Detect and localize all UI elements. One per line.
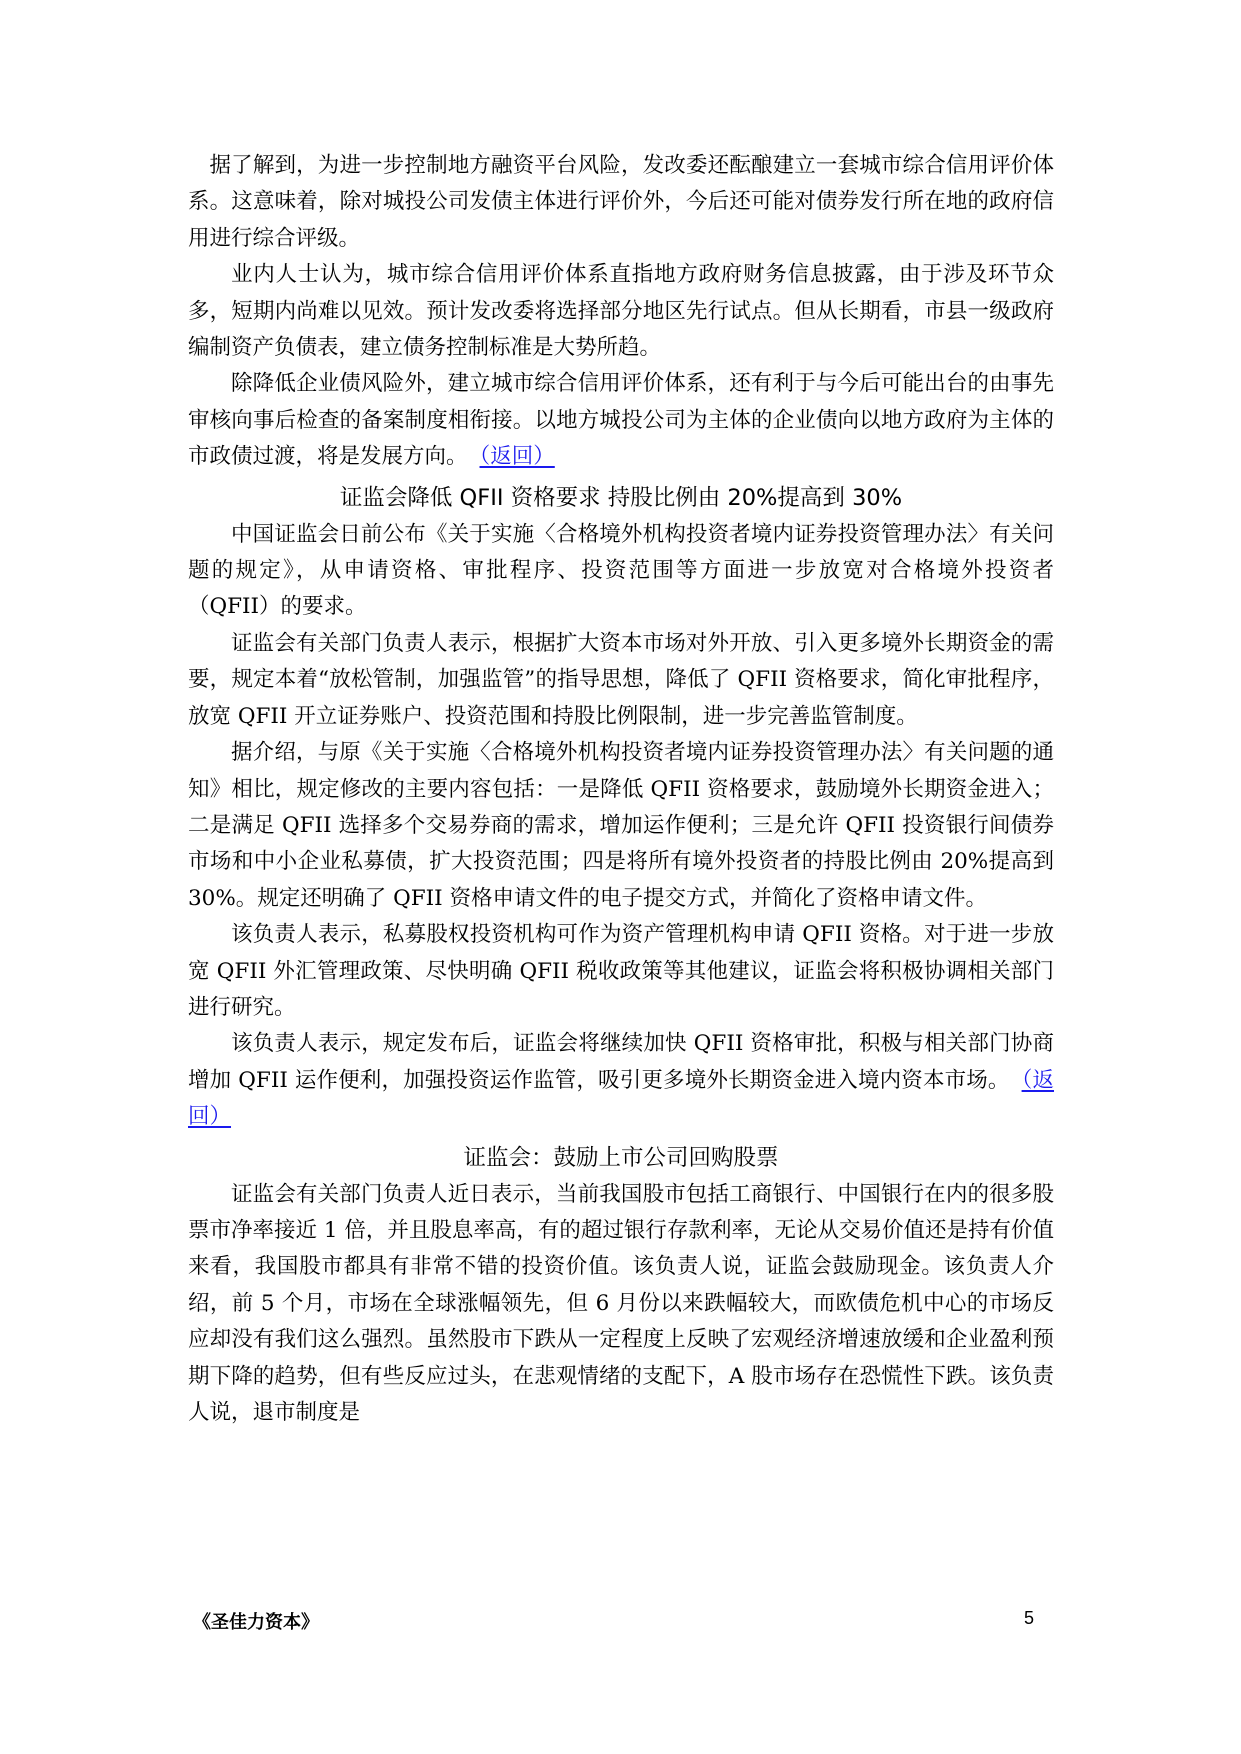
paragraph: 业内人士认为，城市综合信用评价体系直指地方政府财务信息披露，由于涉及环节众多，短期内尚难以见效。预计发改委将选择部分地区先行试点。但从长期看，市县一级政府编制资产负债表，建立债务控制标准是大势所趋。: [188, 262, 1054, 361]
paragraph-text: 除降低企业债风险外，建立城市综合信用评价体系，还有利于与今后可能出台的由事先审核向事后检查的备案制度相衔接。以地方城投公司为主体的企业债向以地方政府为主体的市政债过渡，将是发展方向。: [188, 371, 1054, 470]
paragraph: [188, 1026, 1054, 1135]
back-link[interactable]: （返回）: [479, 444, 555, 470]
paragraph: 证监会有关部门负责人表示，根据扩大资本市场对外开放、引入更多境外长期资金的需要，规定本着“放松管制，加强监管”的指导思想，降低了 QFII 资格要求，简化审批程序，放宽 QFII 开立证券账户、投资范围和持股比例限制，进一步完善监管制度。: [188, 630, 1054, 729]
paragraph-text: 该负责人表示，规定发布后，证监会将继续加快 QFII 资格审批，积极与相关部门协商增加 QFII 运作便利，加强投资运作监管，吸引更多境外长期资金进入境内资本市场。: [188, 1031, 1054, 1093]
footer-publication: 《圣佳力资本》: [193, 1612, 319, 1633]
article-title: 证监会：鼓励上市公司回购股票: [463, 1144, 779, 1171]
paragraph: 证监会有关部门负责人近日表示，当前我国股市包括工商银行、中国银行在内的很多股票市净率接近 1 倍，并且股息率高，有的超过银行存款利率，无论从交易价值还是持有价值来看，我国股市都具有非常不错的投资价值。该负责人说，证监会鼓励现金。该负责人介绍，前 5 个月，市场在全球涨幅领先，但 6 月份以来跌幅较大，而欧债危机中心的市场反应却没有我们这么强烈。虽然股市下跌从一定程度上反映了宏观经济增速放缓和企业盈利预期下降的趋势，但有些反应过头，在悲观情绪的支配下，A 股市场存在恐慌性下跌。该负责人说，退市制度是: [188, 1181, 1054, 1425]
paragraph: 该负责人表示，私募股权投资机构可作为资产管理机构申请 QFII 资格。对于进一步放宽 QFII 外汇管理政策、尽快明确 QFII 税收政策等其他建议，证监会将积极协调相关部门进行研究。: [188, 922, 1054, 1020]
paragraph: 据了解到，为进一步控制地方融资平台风险，发改委还酝酿建立一套城市综合信用评价体系。这意味着，除对城投公司发债主体进行评价外，今后还可能对债券发行所在地的政府信用进行综合评级。: [188, 153, 1054, 251]
paragraph: 据介绍，与原《关于实施〈合格境外机构投资者境内证券投资管理办法〉有关问题的通知》相比，规定修改的主要内容包括：一是降低 QFII 资格要求，鼓励境外长期资金进入；二是满足 QFII 选择多个交易券商的需求，增加运作便利；三是允许 QFII 投资银行间债券市场和中小企业私募债，扩大投资范围；四是将所有境外投资者的持股比例由 20%提高到 30%。规定还明确了 QFII 资格申请文件的电子提交方式，并简化了资格申请文件。: [188, 740, 1054, 911]
paragraph: 中国证监会日前公布《关于实施〈合格境外机构投资者境内证券投资管理办法〉有关问题的规定》，从申请资格、审批程序、投资范围等方面进一步放宽对合格境外投资者（QFII）的要求。: [188, 521, 1054, 620]
article-title: 证监会降低 QFII 资格要求 持股比例由 20%提高到 30%: [339, 484, 903, 511]
back-link[interactable]: （返回）: [188, 1067, 1054, 1130]
document-body: [188, 148, 1054, 1431]
paragraph: [188, 366, 1054, 475]
page-number: 5: [1024, 1608, 1035, 1628]
